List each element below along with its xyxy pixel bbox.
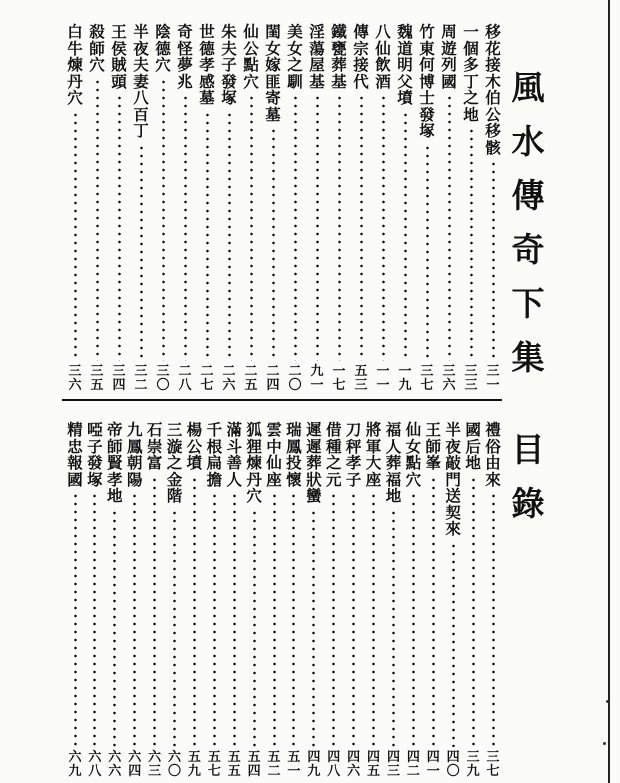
toc-entry-title: 世 德 孝 感 墓: [199, 22, 215, 107]
toc-entry-page: 三 六: [442, 364, 456, 393]
toc-entry-title: 閨 女 嫁 匪 寄 墓: [265, 22, 281, 124]
leader-dots: [392, 509, 395, 748]
toc-entry-title: 福 人 葬 福 地: [385, 420, 402, 505]
title-char: 奇: [511, 230, 545, 269]
toc-entry-title: 將 軍 大 座: [365, 420, 382, 489]
leader-dots: [228, 111, 231, 362]
toc-entry-page: 九 一: [310, 364, 324, 393]
toc-entry-page: 四 九: [307, 750, 321, 779]
toc-entry-page: 一 一: [376, 364, 390, 393]
toc-entry-page: 五 三: [354, 364, 368, 393]
toc-entry-page: 五 五: [227, 750, 241, 779]
toc-entry-page: 二 七: [200, 364, 214, 393]
toc-entry-title: 刀 秤 孝 子: [345, 420, 362, 489]
toc-entry-page: 三 七: [486, 750, 500, 779]
toc-entry-page: 六 四: [128, 750, 142, 779]
toc-entry-title: 仙 女 點 穴: [405, 420, 422, 489]
toc-entry-page: 三 三: [464, 364, 478, 393]
leader-dots: [253, 509, 256, 748]
toc-entry-page: 三 一: [486, 364, 500, 393]
toc-entry-title: 楊 公 墳: [186, 420, 203, 472]
toc-entry-page: 六 八: [88, 750, 102, 779]
toc-entry-title: 移 花 接 木 伯 公 移 骸: [485, 22, 501, 157]
toc-entry-title: 周 遊 列 國: [441, 22, 457, 91]
leader-dots: [113, 509, 116, 748]
toc-entry-title: 雲 中 仙 座: [266, 420, 282, 489]
title-char: 風: [511, 68, 545, 107]
toc-entry-page: 三 五: [90, 364, 104, 393]
toc-entry-title: 啞 子 發 塚: [87, 420, 103, 489]
toc-entry-page: 二 四: [266, 364, 280, 393]
leader-dots: [472, 476, 475, 748]
toc-entry-title: 王 師 峯: [425, 420, 442, 472]
leader-dots: [492, 160, 495, 361]
toc-entry-page: 四 二: [406, 750, 420, 779]
toc-entry-page: 三 七: [420, 364, 434, 393]
leader-dots: [140, 144, 143, 362]
toc-entry-page: 五 四: [247, 750, 261, 779]
leader-dots: [452, 542, 455, 748]
book-title: [508, 70, 548, 522]
leader-dots: [273, 492, 276, 747]
toc-entry-title: 禮 俗 由 來: [485, 420, 501, 489]
toc-entry-page: 五 一: [287, 750, 301, 779]
leader-dots: [382, 94, 385, 361]
leader-dots: [332, 492, 335, 747]
toc-entry-title: 陰 德 穴: [155, 22, 171, 74]
leader-dots: [316, 94, 319, 361]
toc-entry-title: 奇 怪 夢 兆: [177, 22, 193, 91]
leader-dots: [426, 144, 429, 362]
leader-dots: [292, 492, 295, 747]
toc-entry-page: 四 三: [386, 750, 400, 779]
toc-entry-page: 四 六: [347, 750, 361, 779]
leader-dots: [153, 476, 156, 748]
toc-entry-title: 竹 東 何 博 士 發 塚: [419, 22, 435, 140]
toc-entry-title: 遲 遲 葬 狀 蠻: [306, 420, 322, 505]
toc-entry-title: 三 漩 之 金 階: [166, 420, 183, 505]
leader-dots: [184, 94, 187, 361]
leader-dots: [448, 94, 451, 361]
leader-dots: [312, 509, 315, 748]
leader-dots: [206, 111, 209, 362]
toc-entry-page: 四 一: [426, 750, 440, 779]
leader-dots: [492, 492, 495, 747]
toc-entry-title: 瑞 鳳 投 懷: [286, 420, 302, 489]
leader-dots: [338, 94, 341, 361]
toc-entry-title: 國 后 地: [465, 420, 481, 472]
title-char: 傳: [511, 176, 545, 215]
leader-dots: [173, 509, 176, 748]
toc-entry-title: 殺 師 穴: [89, 22, 105, 74]
leader-dots: [74, 492, 77, 747]
toc-entry-page: 六 〇: [168, 750, 182, 779]
toc-entry-page: 三 二: [134, 364, 148, 393]
toc-entry-title: 淫 蕩 屋 基: [309, 22, 325, 91]
toc-entry-title: 傳 宗 接 代: [353, 22, 369, 91]
leader-dots: [233, 492, 236, 747]
leader-dots: [133, 492, 136, 747]
toc-entry-page: 一 九: [398, 364, 412, 393]
toc-entry-page: 二 六: [222, 364, 236, 393]
leader-dots: [432, 476, 435, 748]
toc-entry-title: 千 根 扁 擔: [206, 420, 223, 489]
toc-entry-page: 六 九: [68, 750, 82, 779]
toc-label-char: 目: [511, 430, 545, 469]
leader-dots: [352, 492, 355, 747]
print-speck: [606, 700, 609, 703]
page-edge-line: [608, 0, 610, 783]
toc-entry-title: 半 夜 敲 門 送 契 來: [445, 420, 461, 538]
leader-dots: [360, 94, 363, 361]
leader-dots: [412, 492, 415, 747]
toc-entry-title: 一 個 多 丁 之 地: [463, 22, 479, 124]
toc-entry-title: 半 夜 夫 妻 八 百 丁: [133, 22, 149, 140]
toc-entry-page: 一 七: [332, 364, 346, 393]
print-speck: [603, 742, 606, 745]
toc-entry-title: 石 崇 富: [146, 420, 163, 472]
toc-entry-page: 三 〇: [156, 364, 170, 393]
leader-dots: [294, 94, 297, 361]
toc-entry-page: 二 〇: [288, 364, 302, 393]
toc-entry-title: 帝 師 賢 孝 地: [107, 420, 123, 505]
leader-dots: [93, 492, 96, 747]
toc-entry-title: 滿 斗 善 人: [226, 420, 242, 489]
section-divider: [62, 399, 502, 401]
title-char: 下: [511, 284, 545, 323]
toc-entry-title: 狐 狸 煉 丹 穴: [246, 420, 262, 505]
toc-entry-title: 八 仙 飲 酒: [375, 22, 391, 91]
toc-entry[interactable]: [62, 422, 88, 778]
leader-dots: [118, 94, 121, 361]
toc-entry-title: 美 女 之 馴: [287, 22, 303, 91]
toc-entry-title: 借 種 之 元: [325, 420, 342, 489]
leader-dots: [372, 492, 375, 747]
toc-entry-page: 二 五: [244, 364, 258, 393]
leader-dots: [213, 492, 216, 747]
leader-dots: [74, 111, 77, 362]
leader-dots: [162, 78, 165, 362]
toc-entry-page: 四 〇: [446, 750, 460, 779]
toc-entry-title: 魏 道 明 父 墳: [397, 22, 413, 107]
toc-entry-page: 四 八: [327, 750, 341, 779]
title-char: 水: [511, 122, 545, 161]
toc-entry-title: 九 鳳 朝 陽: [126, 420, 143, 489]
toc-entry-title: 仙 公 點 穴: [243, 22, 259, 91]
toc-entry-title: 白 牛 煉 丹 穴: [67, 22, 83, 107]
toc-entry-page: 二 八: [178, 364, 192, 393]
toc-entry-page: 三 六: [68, 364, 82, 393]
toc-entry-title: 精 忠 報 國: [67, 420, 83, 489]
leader-dots: [193, 476, 196, 748]
toc-entry-page: 五 九: [187, 750, 201, 779]
toc-entry-title: 王 侯 賊 頭: [111, 22, 127, 91]
leader-dots: [272, 127, 275, 361]
toc-entry-title: 鐵 甕 葬 基: [331, 22, 347, 91]
toc-entry-page: 五 七: [207, 750, 221, 779]
toc-entry-page: 三 四: [112, 364, 126, 393]
toc-entry-page: 四 五: [367, 750, 381, 779]
toc-entry[interactable]: [62, 24, 88, 392]
leader-dots: [404, 111, 407, 362]
leader-dots: [96, 78, 99, 362]
leader-dots: [250, 94, 253, 361]
toc-entry-page: 五 二: [267, 750, 281, 779]
toc-entry-page: 三 九: [466, 750, 480, 779]
title-char: 集: [511, 338, 545, 377]
toc-label-char: 錄: [511, 484, 545, 523]
toc-entry-title: 朱 夫 子 發 塚: [221, 22, 237, 107]
toc-entry-page: 六 六: [108, 750, 122, 779]
toc-entry-page: 六 三: [148, 750, 162, 779]
leader-dots: [470, 127, 473, 361]
